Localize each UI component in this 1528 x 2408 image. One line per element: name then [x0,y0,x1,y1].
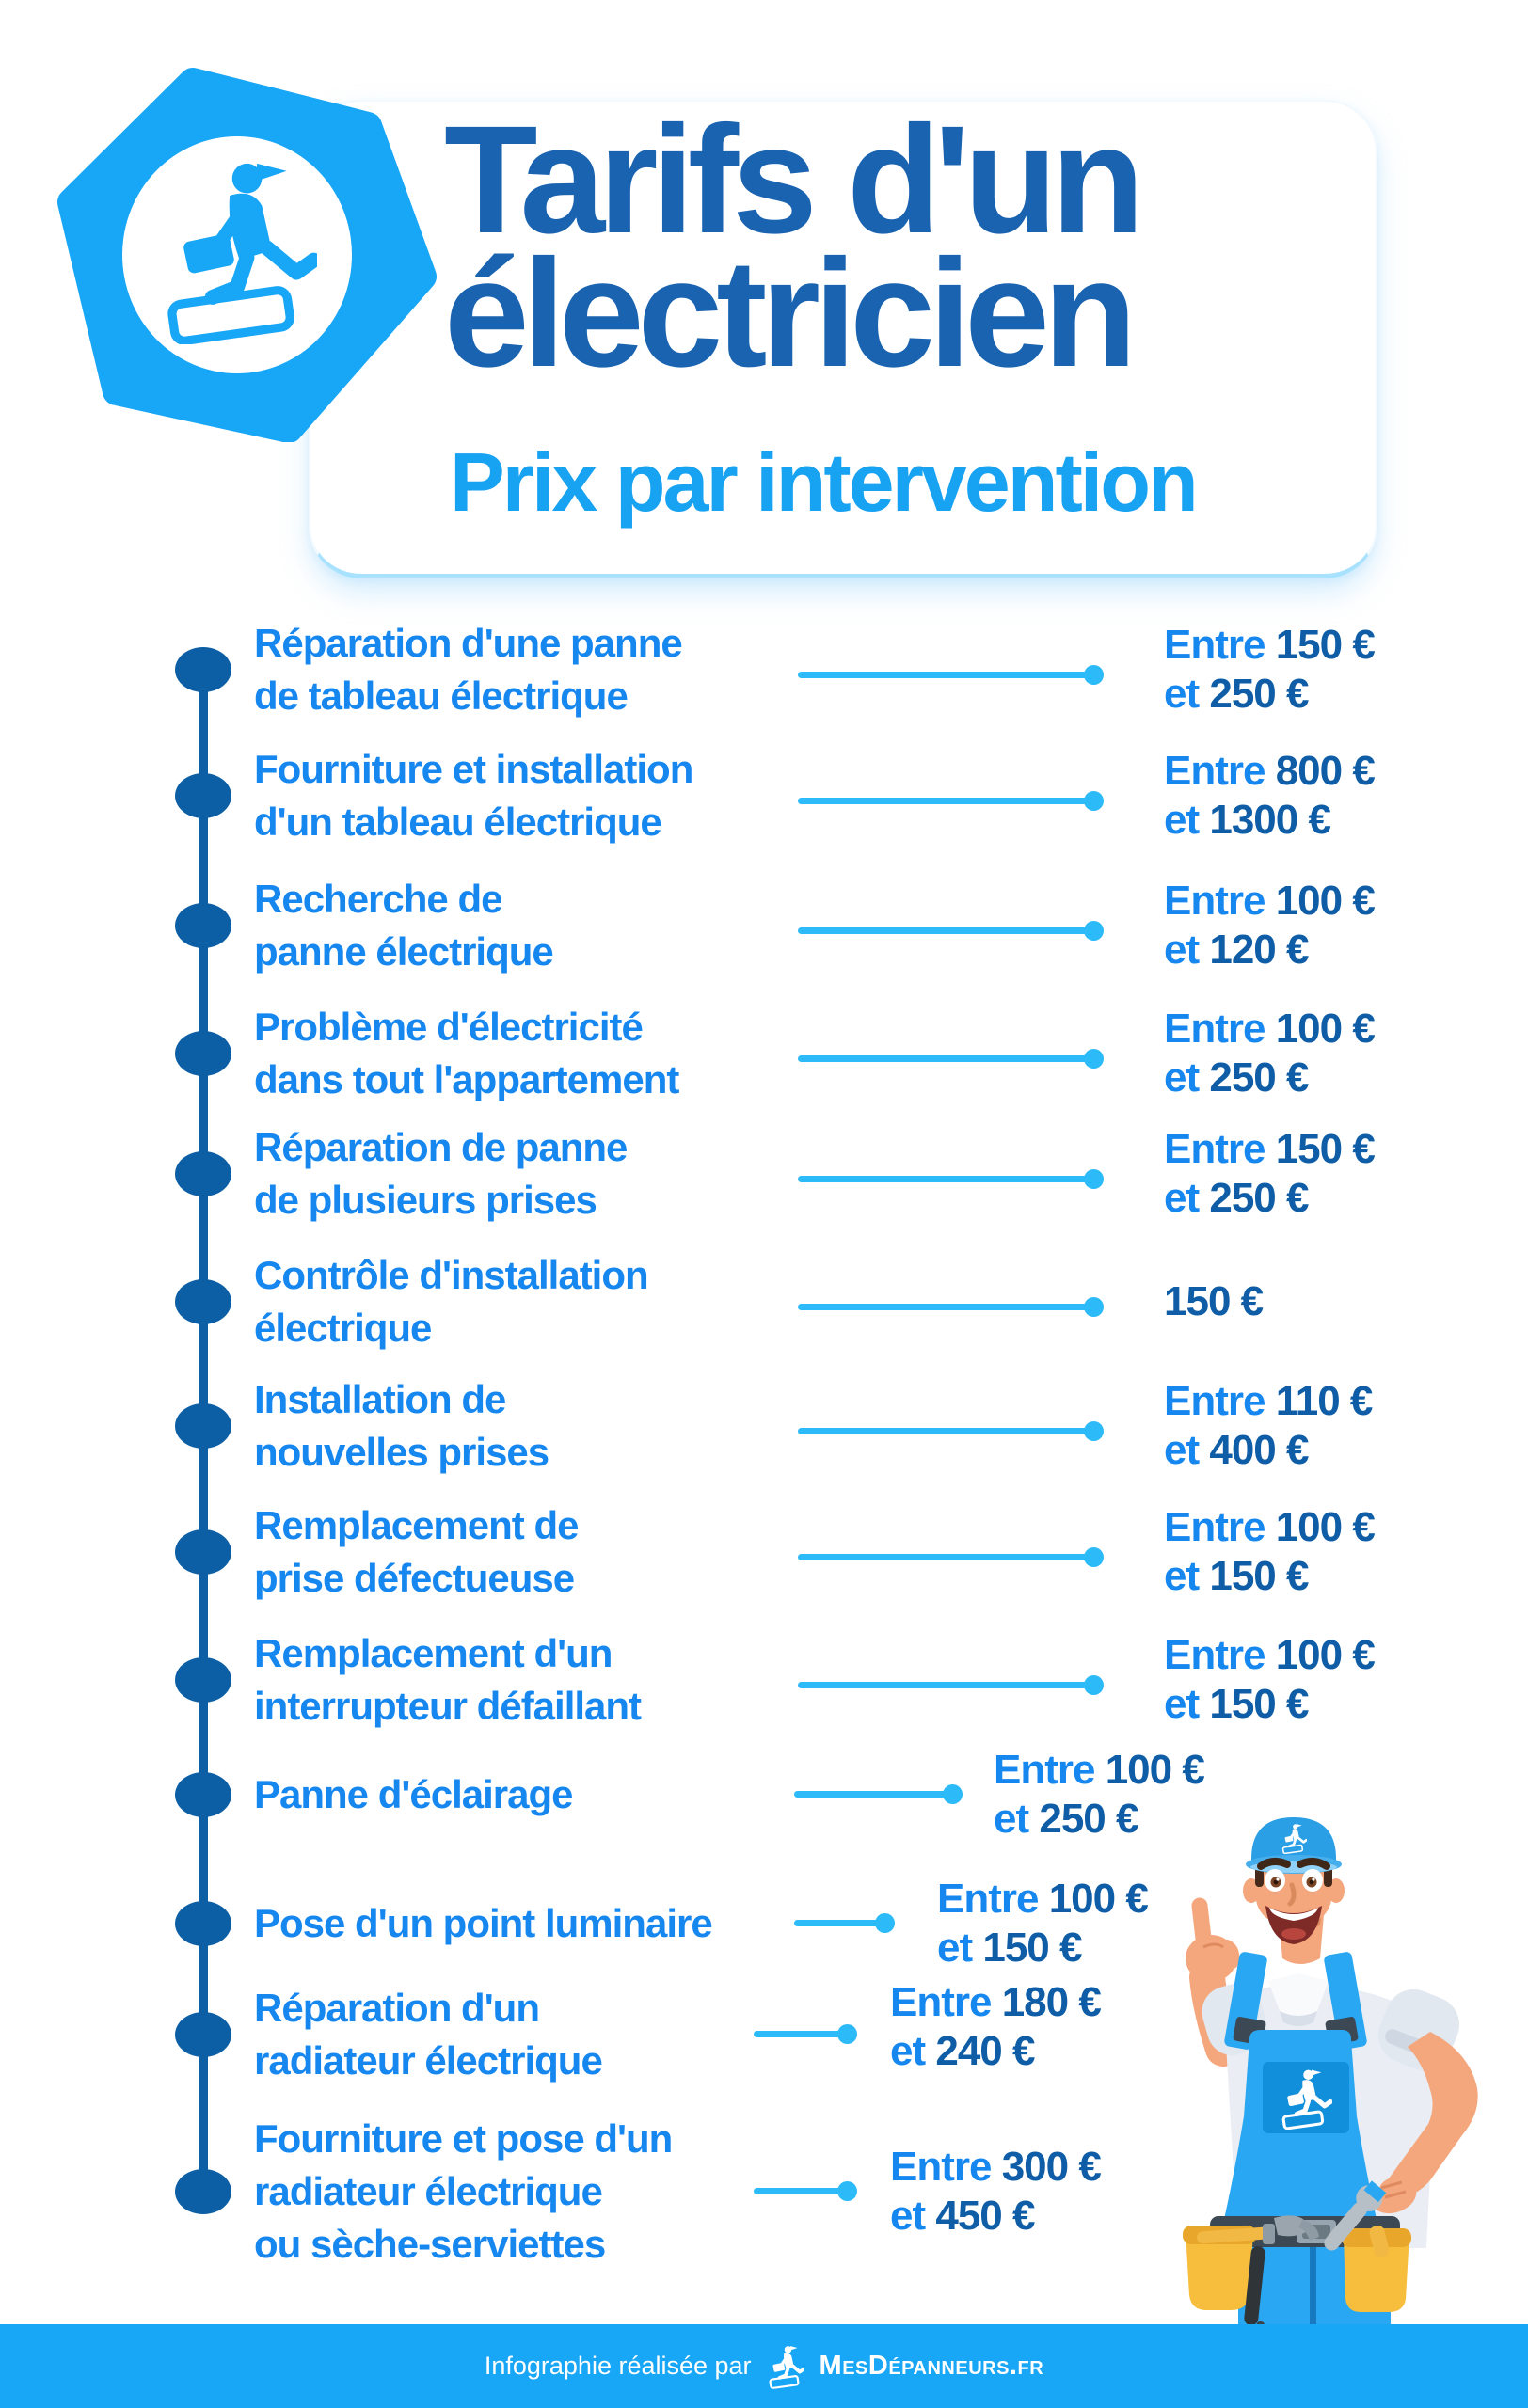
price-value: Entre 300 € et 450 € [890,2144,1101,2239]
footer-bar [0,2324,1528,2408]
price-value: Entre 150 € et 250 € [1164,622,1375,717]
timeline-dot [175,1279,231,1324]
leader-line [794,1791,952,1798]
title-line-1: Tarifs d'un [444,93,1138,265]
service-label: Fourniture et pose d'un radiateur électrique ou sèche-serviettes [254,2116,673,2266]
timeline-dot [175,1901,231,1946]
mascot-electrician-illustration [1157,1806,1528,2408]
service-label: Réparation d'une panne de tableau électrique [254,621,682,718]
price-value: Entre 100 € et 150 € [1164,1504,1375,1599]
footer-credit: Infographie réalisée par [484,2352,752,2380]
timeline-dot [175,1031,231,1076]
service-label: Remplacement de prise défectueuse [254,1503,579,1600]
timeline-dot [175,647,231,692]
service-label: Problème d'électricité dans tout l'appartement [254,1005,679,1101]
runner-logo-icon [767,2344,804,2389]
leader-line [794,1920,884,1926]
price-value: Entre 100 € et 120 € [1164,878,1375,973]
leader-line [798,672,1093,678]
timeline-dot [175,2169,231,2214]
title-line-2: électricien [444,227,1131,399]
leader-line [798,1176,1093,1182]
price-value: Entre 100 € et 150 € [1164,1632,1375,1727]
leader-line [798,1055,1093,1062]
timeline-dot [175,1403,231,1449]
timeline-dot [175,773,231,818]
service-label: Recherche de panne électrique [254,877,553,974]
timeline-dot [175,2012,231,2057]
leader-line [754,2188,847,2194]
timeline-dot [175,1772,231,1817]
service-label: Remplacement d'un interrupteur défaillant [254,1631,642,1728]
service-label: Panne d'éclairage [254,1772,573,1816]
leader-line [798,1428,1093,1434]
price-value: Entre 800 € et 1300 € [1164,748,1375,843]
service-label: Contrôle d'installation électrique [254,1253,648,1350]
timeline-dot [175,1151,231,1196]
price-value: Entre 100 € et 250 € [1164,1006,1375,1101]
service-label: Fourniture et installation d'un tableau électrique [254,747,693,844]
price-value: Entre 100 € et 150 € [937,1876,1148,1971]
price-value: Entre 100 € et 250 € [994,1747,1204,1842]
timeline-dot [175,1657,231,1703]
timeline-dot [175,1529,231,1575]
leader-line [798,1304,1093,1310]
service-label: Installation de nouvelles prises [254,1377,549,1474]
timeline-dot [175,903,231,948]
leader-line [798,1554,1093,1560]
service-label: Réparation d'un radiateur électrique [254,1986,602,2083]
price-value: 150 € [1164,1278,1264,1324]
leader-line [798,1682,1093,1688]
price-value: Entre 150 € et 250 € [1164,1126,1375,1221]
leader-line [754,2031,847,2037]
leader-line [798,798,1093,804]
brand-hexagon-badge [52,66,438,442]
page-subtitle: Prix par intervention [450,436,1196,529]
service-label: Réparation de panne de plusieurs prises [254,1125,628,1222]
page-title [444,93,1366,399]
brand-name: MesDépanneurs.fr [819,2351,1044,2381]
price-value: Entre 110 € et 400 € [1164,1378,1373,1473]
leader-line [798,927,1093,934]
price-value: Entre 180 € et 240 € [890,1979,1101,2074]
service-label: Pose d'un point luminaire [254,1901,712,1945]
